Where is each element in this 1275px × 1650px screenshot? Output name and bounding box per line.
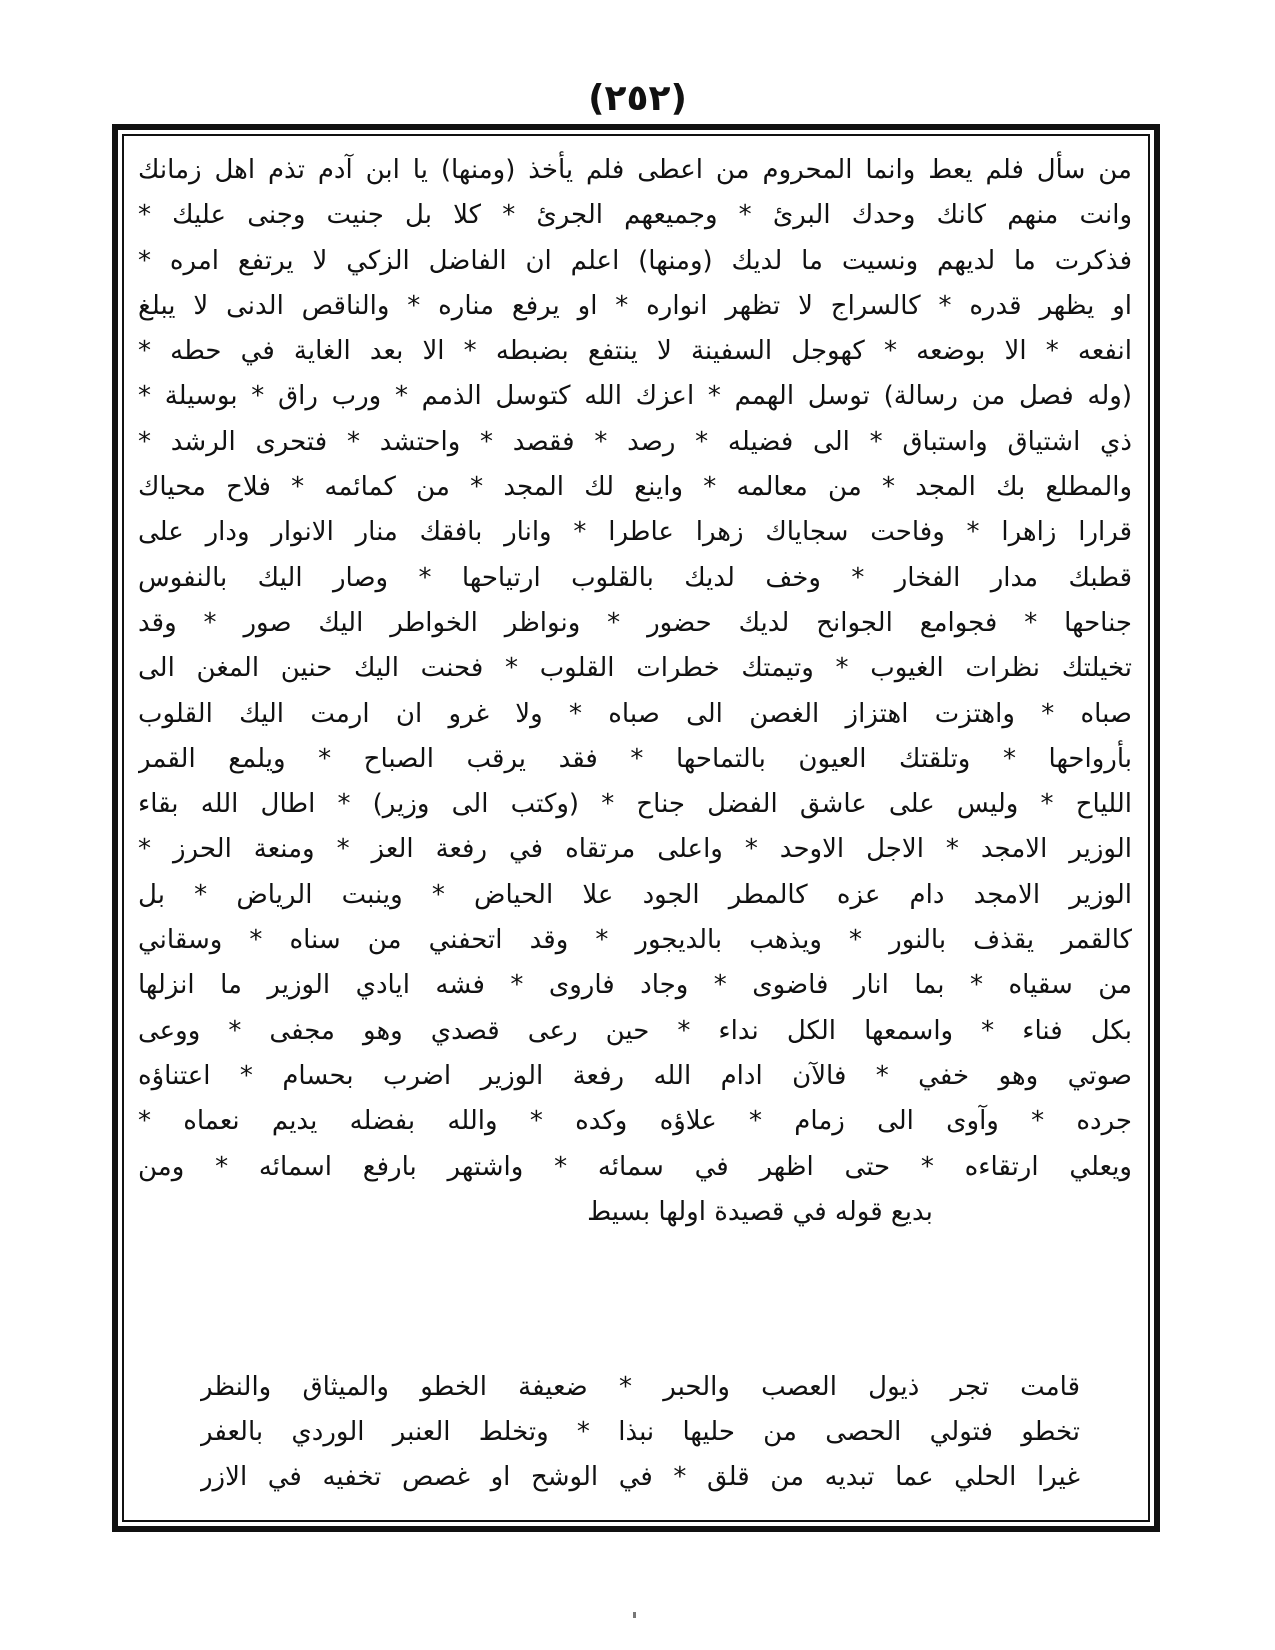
poem-verses [200, 1365, 1080, 1500]
text-line: الوزير الامجد دام عزه كالمطر الجود علا الحياض * وينبت الرياض * بل [138, 879, 1132, 910]
scan-mark [633, 1612, 636, 1618]
text-line: اللياح * وليس على عاشق الفضل جناح * (وكتب الى وزير) * اطال الله بقاء [138, 789, 1132, 820]
text-line: بأرواحها * وتلقتك العيون بالتماحها * فقد يرقب الصباح * ويلمع القمر [138, 743, 1132, 774]
text-line: (وله فصل من رسالة) توسل الهمم * اعزك الله كتوسل الذمم * ورب راق * بوسيلة * [138, 381, 1132, 412]
verse-line: قامت تجر ذيول العصب والحبر * ضعيفة الخطو والميثاق والنظر [200, 1372, 1080, 1402]
text-line: وانت منهم كانك وحدك البرئ * وجميعهم الجرئ * كلا بل جنيت وجنى عليك * [138, 200, 1132, 231]
text-line: او يظهر قدره * كالسراج لا تظهر انواره * او يرفع مناره * والناقص الدنى لا يبلغ [138, 290, 1132, 321]
text-line: انفعه * الا بوضعه * كهوجل السفينة لا ينتفع بضبطه * الا بعد الغاية في حطه * [138, 336, 1132, 367]
verse-line: تخطو فتولي الحصى من حليها نبذا * وتخلط العنبر الوردي بالعفر [200, 1417, 1080, 1447]
poem-heading: بديع قوله في قصيدة اولها بسيط [587, 1196, 933, 1227]
text-line: الوزير الامجد * الاجل الاوحد * واعلى مرتقاه في رفعة العز * ومنعة الحرز * [138, 834, 1132, 865]
text-line: بكل فناء * واسمعها الكل نداء * حين رعى قصدي وهو مجفى * ووعى [138, 1015, 1132, 1046]
body-text [138, 148, 1132, 1235]
text-line: والمطلع بك المجد * من معالمه * واينع لك المجد * من كمائمه * فلاح محياك [138, 472, 1132, 503]
text-line: تخيلتك نظرات الغيوب * وتيمتك خطرات القلوب * فحنت اليك حنين المغن الى [138, 653, 1132, 684]
verse-line: غيرا الحلي عما تبديه من قلق * في الوشح او غصص تخفيه في الازر [200, 1462, 1080, 1492]
text-line: ذي اشتياق واستباق * الى فضيله * رصد * فقصد * واحتشد * فتحرى الرشد * [138, 426, 1132, 457]
text-line: جناحها * فجوامع الجوانح لديك حضور * ونواظر الخواطر اليك صور * وقد [138, 607, 1132, 638]
text-line: جرده * وآوى الى زمام * علاؤه وكده * والله بفضله يديم نعماه * [138, 1106, 1132, 1137]
text-line: قطبك مدار الفخار * وخف لديك بالقلوب ارتياحها * وصار اليك بالنفوس [138, 562, 1132, 593]
text-line: فذكرت ما لديهم ونسيت ما لديك (ومنها) اعلم ان الفاضل الزكي لا يرتفع امره * [138, 245, 1132, 276]
text-line: ويعلي ارتقاءه * حتى اظهر في سمائه * واشتهر بارفع اسمائه * ومن [138, 1151, 1132, 1182]
text-line: كالقمر يقذف بالنور * ويذهب بالديجور * وقد اتحفني من سناه * وسقاني [138, 925, 1132, 956]
text-line: قرارا زاهرا * وفاحت سجاياك زهرا عاطرا * وانار بافقك منار الانوار ودار على [138, 517, 1132, 548]
text-line: صوتي وهو خفي * فالآن ادام الله رفعة الوزير اضرب بحسام * اعتناؤه [138, 1060, 1132, 1091]
text-line: من سقياه * بما انار فاضوى * وجاد فاروى * فشه ايادي الوزير ما انزلها [138, 970, 1132, 1001]
text-line: صباه * واهتزت اهتزاز الغصن الى صباه * ولا غرو ان ارمت اليك القلوب [138, 698, 1132, 729]
page-number: (٢٥٢) [588, 78, 687, 119]
text-line: من سأل فلم يعط وانما المحروم من اعطى فلم يأخذ (ومنها) يا ابن آدم تذم اهل زمانك [138, 155, 1132, 185]
